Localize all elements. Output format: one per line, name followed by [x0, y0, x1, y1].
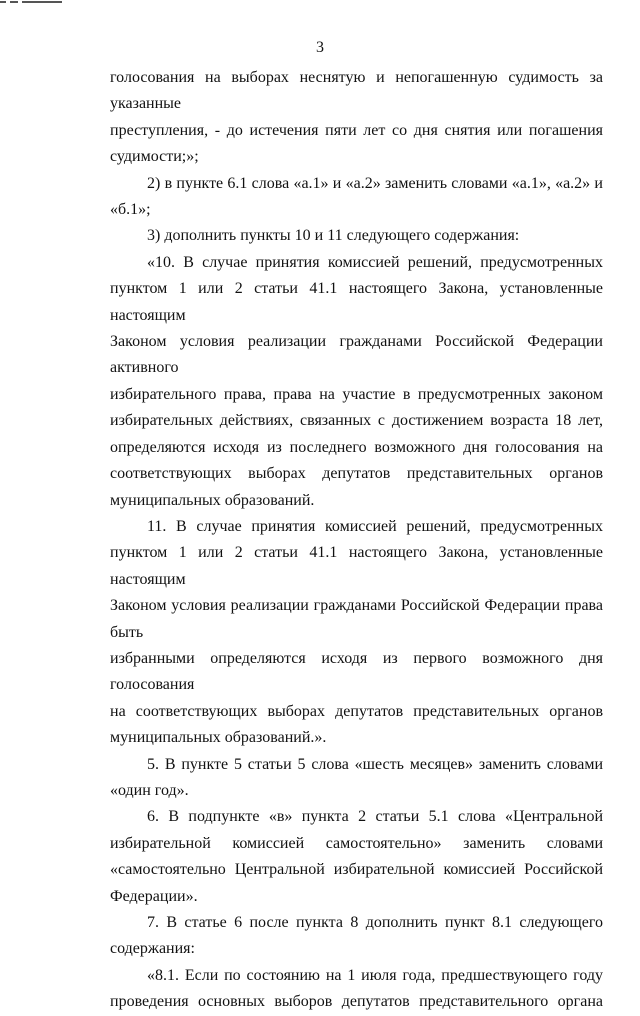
text-line: «самостоятельно Центральной избирательной комиссией Российской [110, 861, 603, 879]
text-line: преступления, - до истечения пяти лет со дня снятия или погашения [110, 121, 603, 139]
text-line: Законом условия реализации гражданами Российской Федерации активного [110, 333, 603, 377]
text-line: соответствующих выборах депутатов представительных органов [110, 465, 603, 483]
text-line: 5. В пункте 5 статьи 5 слова «шесть месяцев» заменить словами [147, 755, 603, 773]
text-line: пунктом 1 или 2 статьи 41.1 настоящего Закона, установленные настоящим [110, 544, 603, 588]
text-line: 2) в пункте 6.1 слова «а.1» и «а.2» заменить словами «а.1», «а.2» и [147, 174, 603, 192]
text-line: судимости;»; [110, 148, 199, 166]
text-line: избирательного права, права на участие в предусмотренных законом [110, 385, 603, 403]
text-line: проведения основных выборов депутатов представительного органа [110, 993, 603, 1011]
text-line: голосования на выборах неснятую и непогашенную судимость за указанные [110, 69, 603, 113]
text-line: на соответствующих выборах депутатов представительных органов [110, 702, 603, 720]
text-line: пунктом 1 или 2 статьи 41.1 настоящего Закона, установленные настоящим [110, 280, 603, 324]
text-line: Федерации». [110, 887, 198, 905]
text-line: 11. В случае принятия комиссией решений, предусмотренных [147, 517, 603, 535]
text-line: избирательной комиссией самостоятельно» заменить словами [110, 834, 603, 852]
text-line: Законом условия реализации гражданами Российской Федерации права быть [110, 597, 603, 641]
document-body [110, 65, 603, 1016]
text-line: «8.1. Если по состоянию на 1 июля года, предшествующего году [147, 966, 603, 984]
text-line: «один год». [110, 781, 189, 799]
text-line: определяются исходя из последнего возможного дня голосования на [110, 438, 603, 456]
text-line: 6. В подпункте «в» пункта 2 статьи 5.1 слова «Центральной [147, 808, 603, 826]
scan-artifact [0, 1, 62, 3]
text-line: содержания: [110, 940, 195, 958]
text-line: 3) дополнить пункты 10 и 11 следующего содержания: [147, 227, 520, 245]
page-number: 3 [316, 39, 324, 56]
text-line: избирательных действиях, связанных с достижением возраста 18 лет, [110, 412, 603, 430]
text-line: «10. В случае принятия комиссией решений, предусмотренных [147, 253, 603, 271]
text-line: муниципальных образований.». [110, 729, 327, 747]
text-line: «б.1»; [110, 201, 151, 219]
text-line: муниципальных образований. [110, 491, 315, 509]
text-line: 7. В статье 6 после пункта 8 дополнить пункт 8.1 следующего [147, 914, 603, 931]
text-line: избранными определяются исходя из первого возможного дня голосования [110, 649, 603, 694]
